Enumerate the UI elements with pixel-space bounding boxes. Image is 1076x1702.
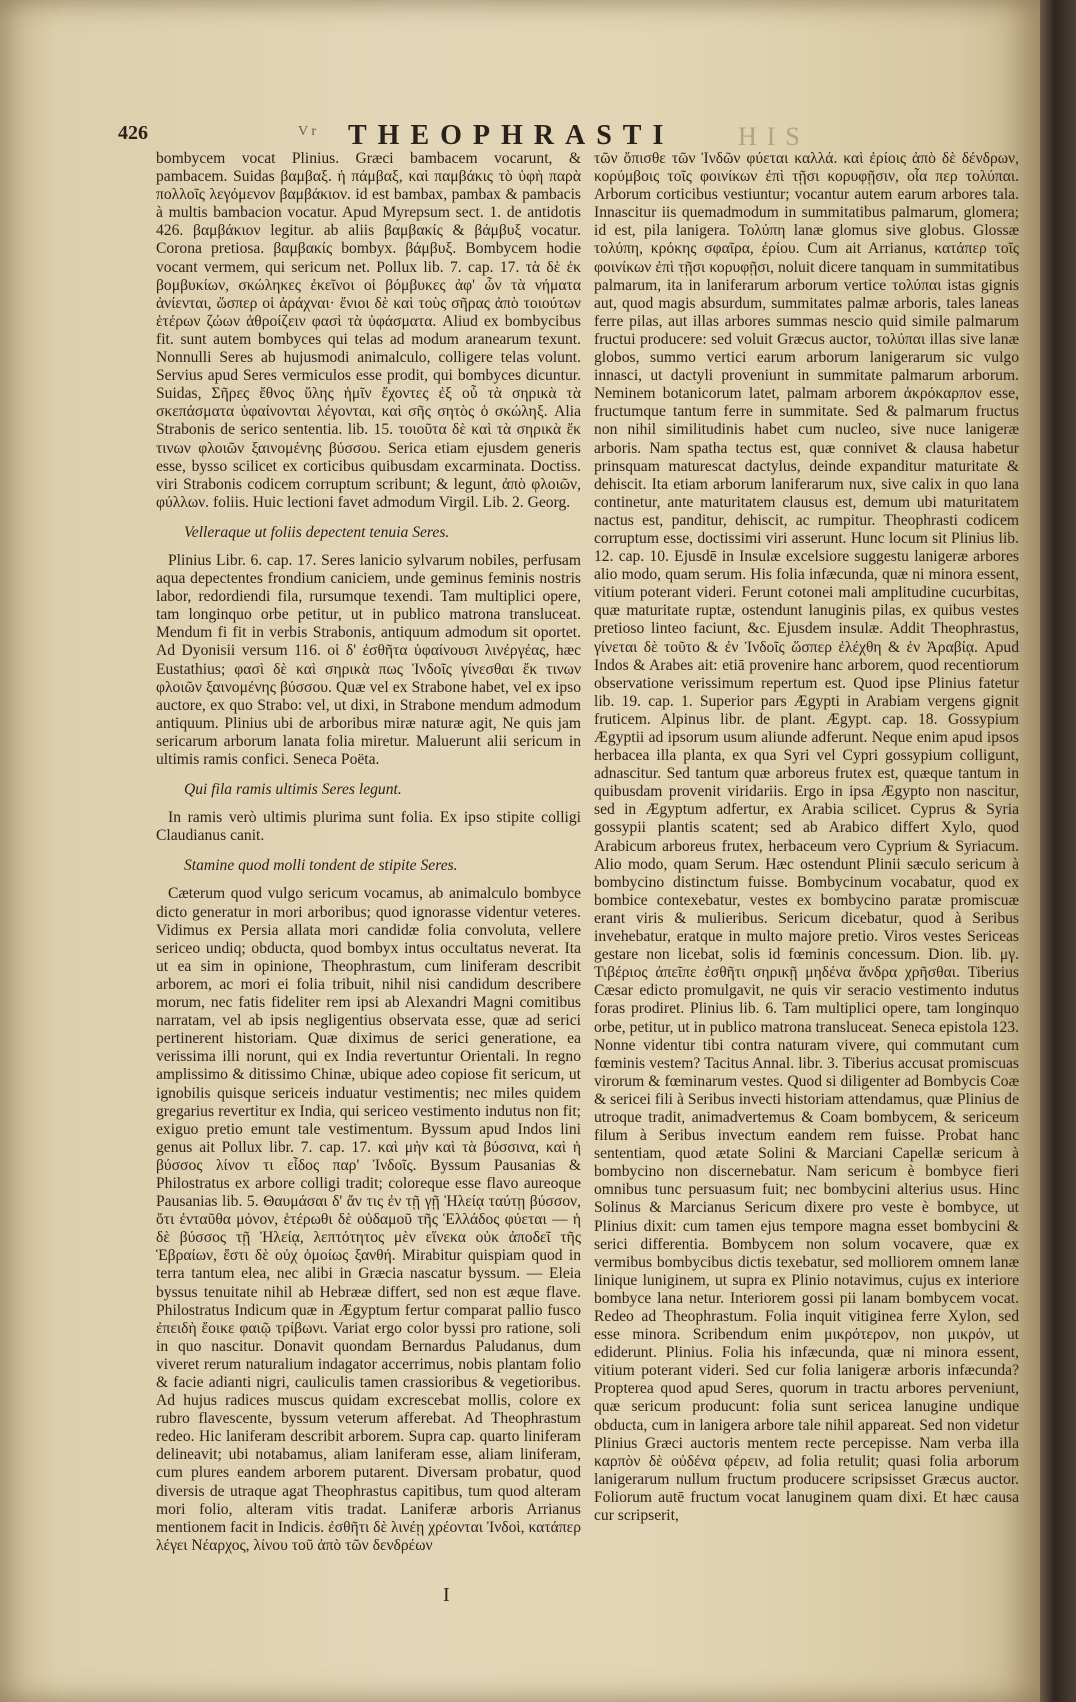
paragraph: bombycem vocat Plinius. Græci bambacem vocarunt, & pambacem. Suidas βαμβαξ. ἡ πάμβαξ, καὶ παμβάκις τὸ ὑφὴ παρὰ πολλοῖς λεγόμενον βαμβάκιον. id est bambax, pambax & pambacis à multis bambacion vocatur. Apud Myrepsum sect. 1. de antidotis 426. βαμβάκιον legitur. ab aliis βαμβακίς & βάμβυξ vocatur. Corona pretiosa. βαμβακίς bombyx. βάμβυξ. Bombycem hodie vocant vermem, qui sericum net. Pollux lib. 7. cap. 17. τὰ δὲ ἐκ βομβυκίων, σκώληκες ἐκεῖνοι οἱ βόμβυκες ἀφ' ὧν τὰ νήματα ἀνίενται, ὥσπερ οἱ ἀράχναι· ἔνιοι δὲ καὶ τοὺς σῆρας ἀπὸ τοιούτων ἑτέρων ζώων ἀθροίζειν φασὶ τὰ ὑφάσματα. Aliud ex bombycibus fit. sunt autem bombyces qui telas ad modum aranearum texunt. Nonnulli Seres ab hujusmodi animalculo, colligere telas volunt. Servius apud Seres vermiculos esse prodit, qui bombyces dicuntur. Suidas, Σῆρες ἔθνος ὕλης ἡμῖν ἔχοντες ἐξ οὗ τὰ σηρικὰ τὰ σκεπάσματα ὑφαίνονται λέγονται, καὶ σῆς σητὸς ὁ σκώληξ. Alia Strabonis de serico sententia. lib. 15. τοιοῦτα δὲ καὶ τὰ σηρικὰ ἔκ τινων φλοιῶν ξαινομένης βύσσου. Serica etiam ejusdem generis esse, bysso scilicet ex corticibus quibusdam excarminata. Doctiss. viri Strabonis codicem corruptum scribunt; & legunt, ἀπὸ φλοιῶν, φύλλων. foliis. Huic lectioni favet admodum Virgil. Lib. 2. Georg. bbox=[156, 150, 581, 511]
paragraph: In ramis verò ultimis plurima sunt folia. Ex ipso stipite colligi Claudianus canit. bbox=[156, 809, 581, 845]
running-head bbox=[118, 120, 1018, 154]
left-column bbox=[156, 150, 581, 1555]
verse-quote: Velleraque ut foliis depectent tenuia Seres. bbox=[184, 523, 450, 541]
folio-mark: I bbox=[443, 1584, 450, 1606]
paragraph: Plinius Libr. 6. cap. 17. Seres lanicio sylvarum nobiles, perfusam aqua depectentes frondium caniciem, unde geminus feminis nostris labor, redordiendi fila, rursumque texendi. Tam multiplici opere, tam longinquo orbe petitur, ut in publico matrona transluceat. Mendum fi fit in verbis Strabonis, antiquum admodum sit oportet. Ad Dyonisii versum 116. οἱ δ' ἐσθῆτα ὑφαίνουσι λινέργέας, hæc Eustathius; φασὶ δὲ καὶ σηρικὰ πως Ἰνδοῖς γίνεσθαι ἔκ τινων φλοιῶν ξαινομένης βύσσου. Quæ vel ex Strabone habet, vel ex ipso auctore, ex quo Strabo: vel, ut dixi, in Strabone mendum admodum antiquum. Plinius ubi de arboribus miræ naturæ agit, Ne quis jam sericarum arborum lanata folia miretur. Maluerunt alii sericum in ultimis ramis confici. Seneca Poëta. bbox=[156, 551, 581, 768]
paragraph: Cæterum quod vulgo sericum vocamus, ab animalculo bombyce dicto generatur in mori arboribus; quod ignorasse videntur veteres. Vidimus ex Persia allata mori candidæ folia convoluta, vellere sericeo undiq; obducta, quod bombyx intus occultatus neverat. Ita ut ea sim in opinione, Theophrastum, cum liniferam describit arborem, ac mori ei folia tribuit, nihil nisi candidum describere morum, nec fatis fideliter rem ipsi ab Alexandri Magni comitibus narratam, vel ab ipsis negligentius observata esse, quæ ad serici pertinerent historiam. Quæ diximus de serici generatione, ea verissima illi norunt, qui ex India revertuntur Orientali. In regno amplissimo & ditissimo Chinæ, ubique adeo copiose fit sericum, ut ignobilis quisque sericeis induatur vestimentis; nec miles quidem gregarius revertitur ex India, qui sericeo vestimento indutus non fit; exiguo pretio emunt tale vestimentum. Byssum apud Indos lini genus ait Pollux libr. 7. cap. 17. καὶ μὴν καὶ τὰ βύσσινα, καὶ ἡ βύσσος λίνον τι εἶδος παρ' Ἰνδοῖς. Byssum Pausanias & Philostratus ex arbore colligi tradit; coloreque esse flavo aureoque Pausanias lib. 5. Θαυμάσαι δ' ἄν τις ἐν τῇ γῇ Ἠλείᾳ ταύτῃ βύσσον, ὅτι ἐνταῦθα μόνον, ἑτέρωθι δὲ οὐδαμοῦ τῆς Ἑλλάδος φύεται — ἡ δὲ βύσσος τῇ Ἠλείᾳ, λεπτότητος μὲν εἵνεκα οὐκ ἀποδεῖ τῆς Ἑβραίων, ἔστι δὲ οὐχ ὁμοίως ξανθή. Mirabitur quispiam quod in terra tantum elea, nec alibi in Græcia nascatur byssum. — Eleia byssus tenuitate nihil ab Hebrææ differt, sed non est æque flave. Philostratus Indicum quæ in Ægyptum fertur comparat pallio fusco ἐπειδὴ ἔοικε φαιῷ τρίβωνι. Variat ergo color byssi pro ratione, soli in quo nascitur. Donavit quondam Bernardus Paludanus, dum viveret rerum naturalium indagator accerrimus, nobis plantam folio & facie adianti nigri, cauliculis tamen crassioribus & vegetioribus. Ad hujus radices muscus quidam excrescebat mollis, colore ex rubro flavescente, byssum veterum afferebat. Ad Theophrastum redeo. Hic laniferam describit arborem. Supra cap. quarto liniferam delineavit; ubi notabamus, aliam laniferam esse, aliam liniferam, cum plures eandem arborem putarent. Diversam probatur, quod diversis de utraque agat Theophrastus capitibus, tum quod alteram mori folio, alteram vitis tradat. Laniferæ arboris Arrianus mentionem facit in Indicis. ἐσθῆτι δὲ λινέῃ χρέονται Ἰνδοὶ, κατάπερ λέγει Νέαρχος, λίνου τοῦ ἀπὸ τῶν δενδρέων bbox=[156, 885, 581, 1554]
verse-quote: Stamine quod molli tondent de stipite Seres. bbox=[184, 857, 458, 875]
right-column bbox=[594, 150, 1019, 1525]
paragraph: τῶν ὄπισθε τῶν Ἰνδῶν φύεται καλλά. καὶ ἐρίοις ἀπὸ δὲ δένδρων, κορύμβοις τοῖς φοινίκων ἐπὶ τῇσι κορυφῇσιν, οἷα περ τολύπαι. Arborum corticibus vestiuntur; vocantur autem earum arbores tala. Innascitur iis quemadmodum in summitatibus palmarum, glomera; id est, pila lanigera. Τολύπη lanæ glomus sive globus. Glossæ τολύπη, κρόκης σφαῖρα, ἐρίου. Cum ait Arrianus, κατάπερ τοῖς φοινίκων ἐπὶ τῇσι κορυφῇσι, noluit dicere tanquam in summitatibus palmarum, ita in laniferarum arborum vertice τολύπαι istas gignis aut, quod magis absurdum, summitates palmæ arboris, tales laneas ferre pilas, aut illas arbores summas nescio quid simile palmarum fructui producere: sed voluit Græcus auctor, τολύπαι illas sive lanæ globos, summo vertici earum arborum lanigerarum sic vulgo innasci, ut dactyli proveniunt in summitate palmarum arborum. Neminem botanicorum latet, palmam arborem ἀκρόκαρπον esse, fructumque tantum ferre in summitate. Sed & palmarum fructus non nihil similitudinis habet cum nucleo, sive nuce lanigeræ arboris. Nam spatha tectus est, quæ connivet & clausa habetur prinsquam maturescat dactylus, deinde expanditur maturitate & dehiscit. Ita etiam arborum laniferarum nux, sive calix in quo lana continetur, ante maturitatem clausus est, demum ubi maturitatem nactus est, panditur, dehiscit, ac rumpitur. Theophrasti codicem corruptum esse, doctissimi viri asserunt. Hunc locum sit Plinius lib. 12. cap. 10. Ejusdē in Insulæ excelsiore suggestu lanigeræ arbores alio modo, quam serum. His folia infæcunda, quæ ni minora essent, vitium poterant videri. Ferunt cotonei mali amplitudine cucurbitas, quæ maturitate ruptæ, ostendunt lanuginis pilas, ex quibus vestes pretioso linteo faciunt, &c. Ejusdem insulæ. Addit Theophrastus, γίνεται δὲ τοῦτο & ἐν Ἰνδοῖς ὥσπερ ἐλέχθη & ἐν Ἀραβίᾳ. Apud Indos & Arabes ait: etiā provenire hanc arborem, quod recentiorum observatione verissimum repertum est. Quod ipse Plinius fatetur lib. 19. cap. 1. Superior pars Ægypti in Arabiam vergens gignit fruticem. Alpinus libr. de plant. Ægypt. cap. 18. Gossypium Ægyptii ad ipsorum usum aliunde adferunt. Neque enim apud ipsos herbacea illa planta, ex qua Syri vel Cypri gossypium colligunt, adnascitur. Sed tantum quæ arboreus frutex est, quæque tantum in quibusdam provenit viridariis. Ergo in ipsa Ægypto non nascitur, sed in Ægyptum adfertur, ex Arabia scilicet. Cyprus & Syria gossypii plantis scatent; sed ab Arabico differt Xylo, quod Arabicum arboreus frutex, herbaceum vero Cyprium & Syriacum. Alio modo, quam Serum. Hæc ostendunt Plinii sæculo sericum à bombycino distinctum fuisse. Bombycinum vocabatur, quod ex bombice contexebatur, vestes ex bombycino paratæ promiscuæ erant viris & mulieribus. Sericum dicebatur, quod à Seribus invehebatur, eratque in multo majore pretio. Viros vestes Sericeas gestare non licebat, solis id fœminis concessum. Dion. lib. μγ. Τιβέριος ἀπεῖπε ἐσθῆτι σηρικῇ μηδένα ἄνδρα χρῆσθαι. Tiberius Cæsar edicto promulgavit, ne quis vir seracio vestimento indutus foras prodiret. Plinius lib. 6. Tam multiplici opere, tam longinquo orbe, petitur, ut in publico matrona transluceat. Seneca epistola 123. Nonne videntur tibi contra naturam vivere, qui commutant cum fœminis vestem? Tacitus Annal. libr. 3. Tiberius accusat promiscuas virorum & fœminarum vestes. Quod si diligenter ad Bombycis Coæ & sericei fili à Seribus invecti historiam attendamus, quæ Plinius de utroque tradit, animadvertemus & Coam bombycem, & sericeum filum à Seribus invectum eandem rem fuisse. Probat hanc sententiam, quod ætate Solini & Marciani Capellæ sericum à bombycino non discernebatur. Nam sericum è bombyce fieri omnibus tunc persuasum fuit; nec bombycini alterius usus. Hinc Solinus & Marcianus Sericum dixere pro veste è bombyce, ut Plinius dixit: cum tamen ejus tempore magna esset bombycini & serici differentia. Bombycem non solum vocavere, quæ ex vermibus bombycibus dictis texebatur, sed molliorem omnem lanæ linique luniginem, ut supra ex Plinio notavimus, cujus ex interiore bombyce lana netur. Interiorem gossi pii lanam bombycem vocat. Redeo ad Theophrastum. Folia inquit vitiginea ferre Xylon, sed esse minora. Scribendum enim μικρότερον, non μικρόν, ut ediderunt. Plinius. Folia his infæcunda, quæ ni minora essent, vitium poterant videri. Sed cur folia lanigeræ arboris infæcunda? Propterea quod apud Seres, quorum in tractu arbores perveniunt, quæ sericum producunt: folia sunt sericea lanugine undique obducta, cum in lanigera arbore tale nihil appareat. Sed non videtur Plinius Græci auctoris mentem recte percepisse. Nam verba illa καρπὸν δὲ οὐδένα φέρειν, ad folia retulit; quasi folia arborum lanigerarum nullum fructum producere scripsisset Græcus auctor. Foliorum autē fructum vocat lanuginem quam dixi. Et hæc causa cur scripserit, bbox=[594, 150, 1019, 1525]
verse-quote: Qui fila ramis ultimis Seres legunt. bbox=[184, 781, 402, 799]
running-head-title: THEOPHRASTI bbox=[348, 120, 675, 151]
running-head-marks: V r bbox=[298, 124, 317, 139]
page-number: 426 bbox=[118, 122, 148, 144]
page-edge bbox=[1040, 0, 1076, 1702]
bleed-through-text: HIS bbox=[738, 122, 810, 151]
